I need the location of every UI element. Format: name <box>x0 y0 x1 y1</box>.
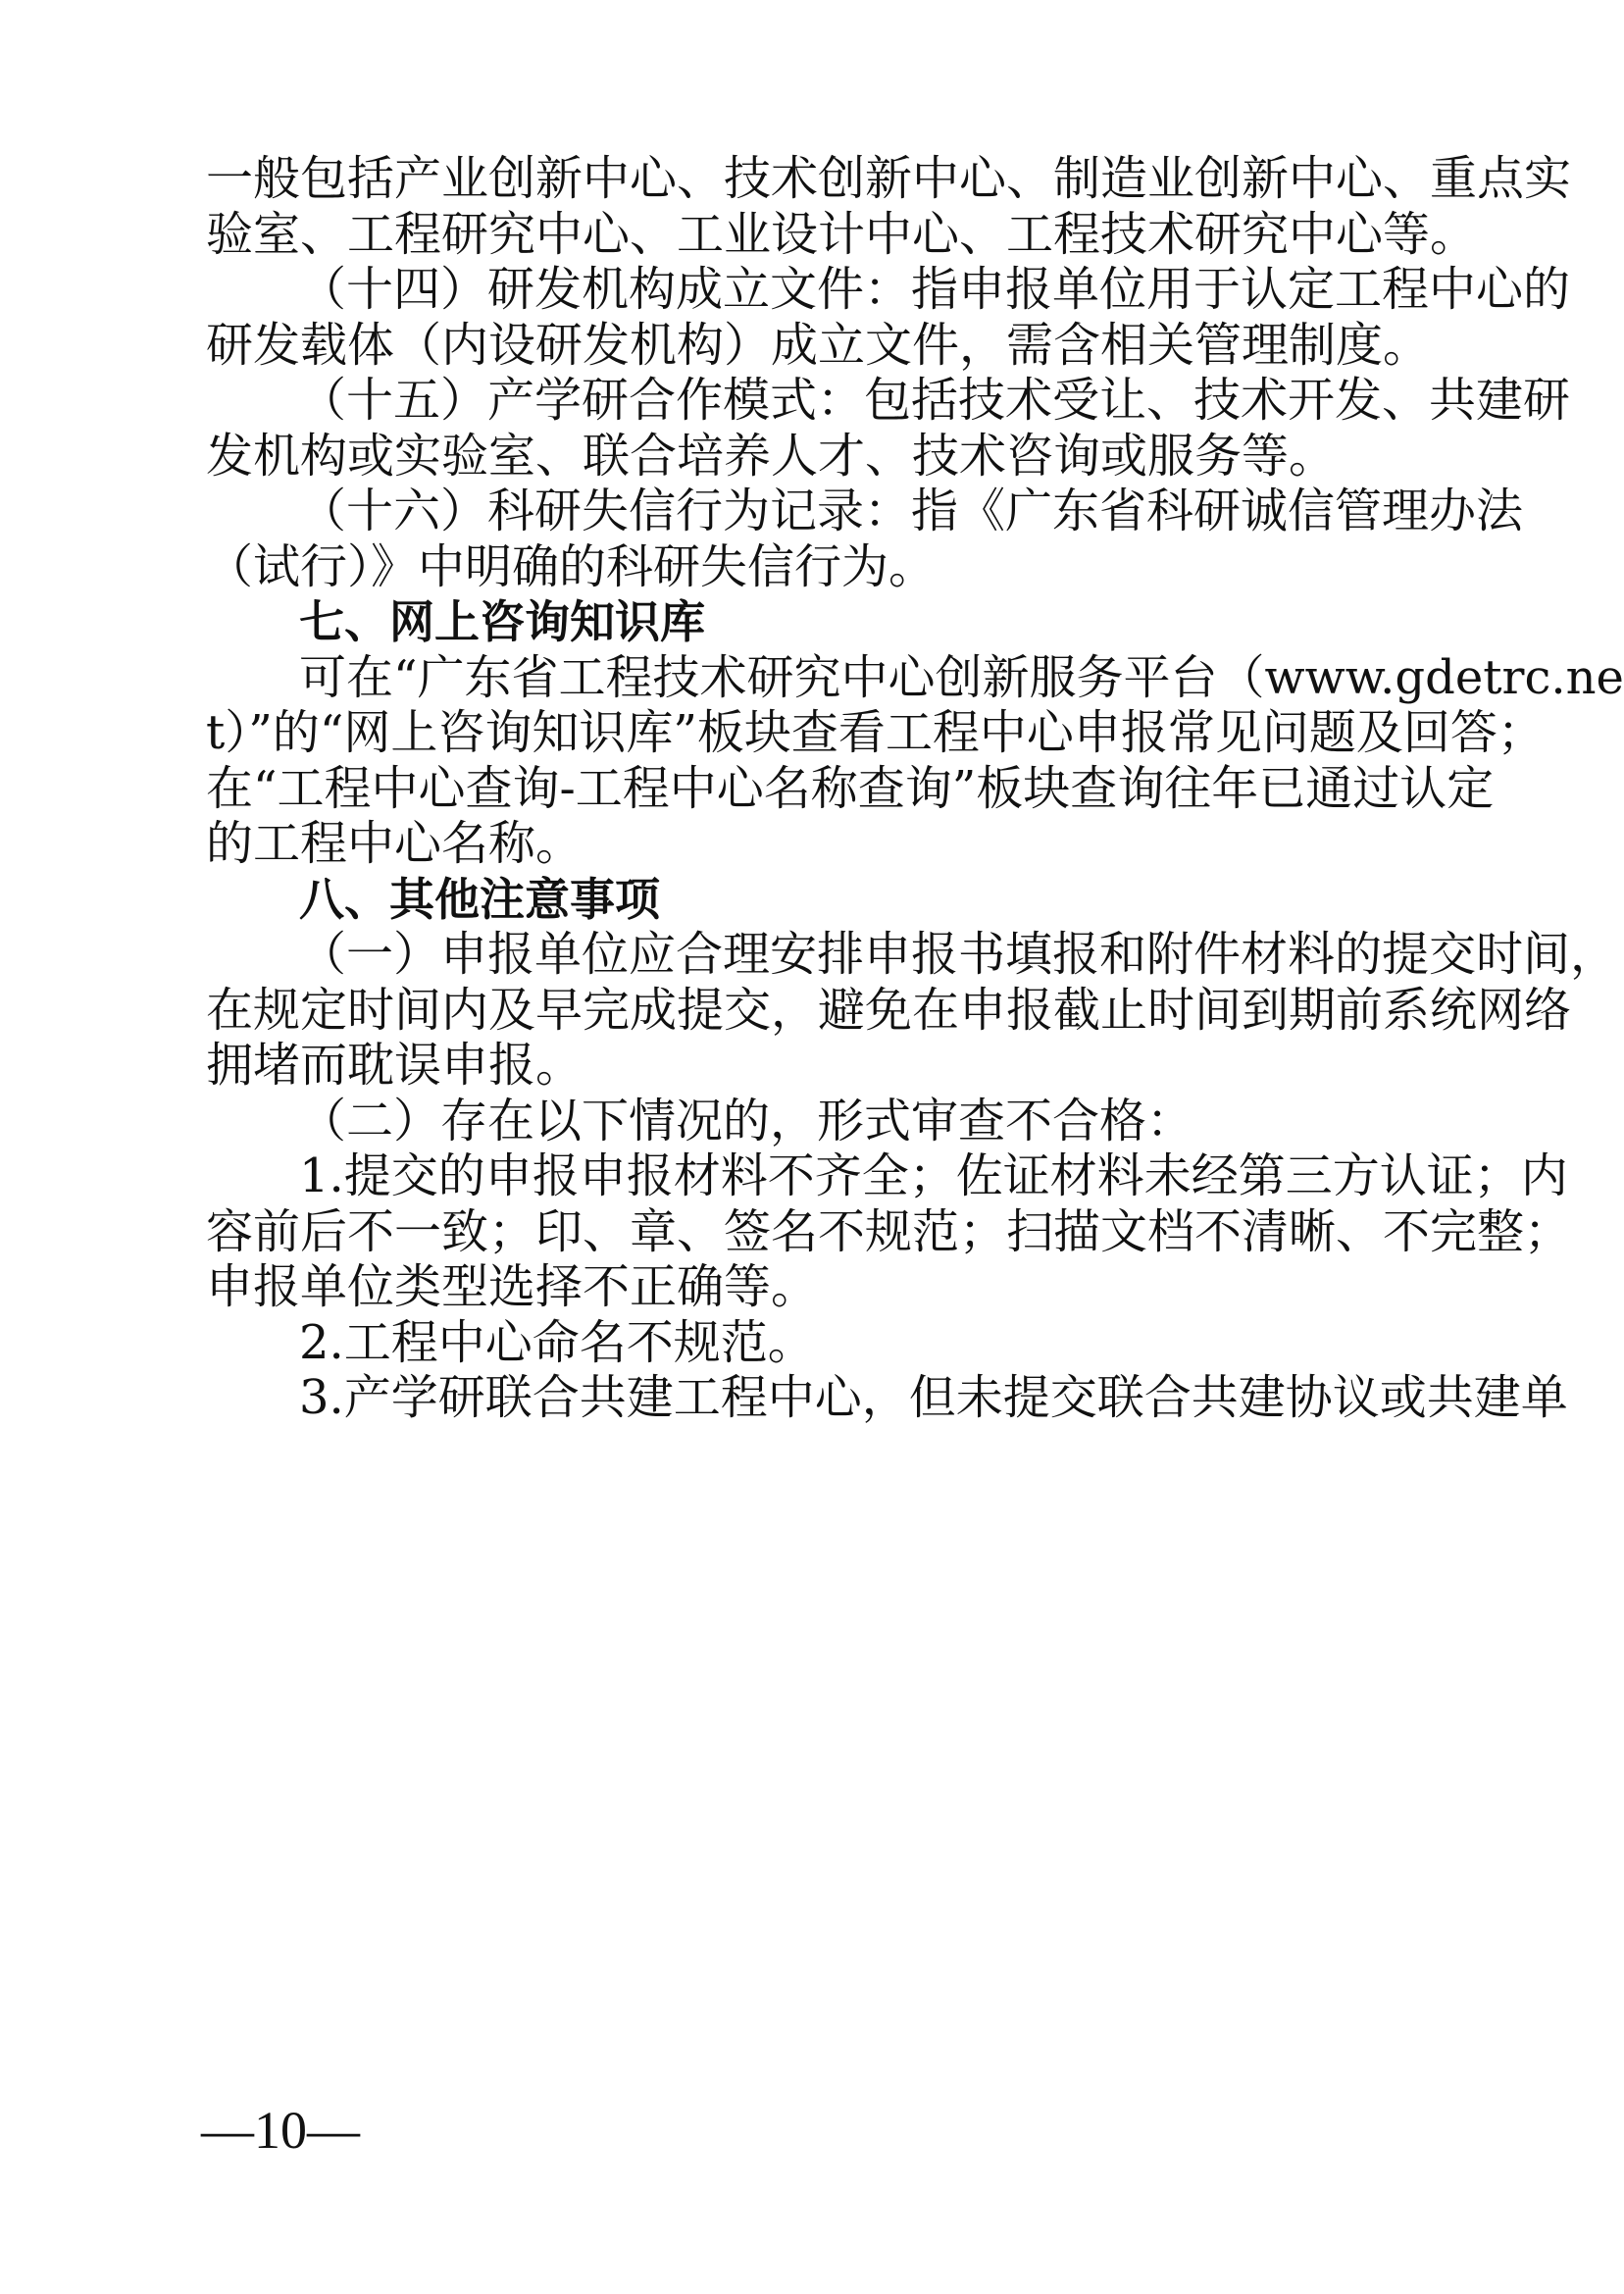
text-line: t）”的“网上咨询知识库”板块查看工程中心申报常见问题及回答； <box>206 705 1545 760</box>
text-line: （试行）》中明确的科研失信行为。 <box>206 539 937 594</box>
text-line: 验室、工程研究中心、工业设计中心、工程技术研究中心等。 <box>206 207 1478 262</box>
text-line: 拥堵而耽误申报。 <box>206 1038 584 1093</box>
section-heading: 八、其他注意事项 <box>299 873 660 926</box>
text-line: 2.工程中心命名不规范。 <box>299 1315 815 1370</box>
text-line: 容前后不一致；印、章、签名不规范；扫描文档不清晰、不完整； <box>206 1204 1572 1259</box>
text-line: （十四）研发机构成立文件：指申报单位用于认定工程中心的 <box>299 262 1571 317</box>
text-line: （十六）科研失信行为记录：指《广东省科研诚信管理办法 <box>299 484 1524 538</box>
text-line: 的工程中心名称。 <box>206 816 584 871</box>
text-line: 在“工程中心查询-工程中心名称查询”板块查询往年已通过认定 <box>206 761 1495 816</box>
text-line: 可在“广东省工程技术研究中心创新服务平台（www.gdetrc.ne <box>299 650 1624 705</box>
text-line: 3.产学研联合共建工程中心，但未提交联合共建协议或共建单 <box>299 1370 1568 1425</box>
text-line: 申报单位类型选择不正确等。 <box>206 1259 819 1314</box>
page-number: —10— <box>201 2101 360 2160</box>
text-line: 一般包括产业创新中心、技术创新中心、制造业创新中心、重点实 <box>206 151 1572 206</box>
text-line: 1.提交的申报申报材料不齐全；佐证材料未经第三方认证；内 <box>299 1148 1568 1203</box>
text-line: （十五）产学研合作模式：包括技术受让、技术开发、共建研 <box>299 373 1571 428</box>
text-line: 研发载体（内设研发机构）成立文件，需含相关管理制度。 <box>206 318 1431 373</box>
section-heading: 七、网上咨询知识库 <box>299 595 705 648</box>
text-line: （一）申报单位应合理安排申报书填报和附件材料的提交时间， <box>299 927 1618 982</box>
text-line: 在规定时间内及早完成提交，避免在申报截止时间到期前系统网络 <box>206 983 1572 1038</box>
text-line: 发机构或实验室、联合培养人才、技术咨询或服务等。 <box>206 429 1337 484</box>
text-line: （二）存在以下情况的，形式审查不合格： <box>299 1094 1194 1148</box>
